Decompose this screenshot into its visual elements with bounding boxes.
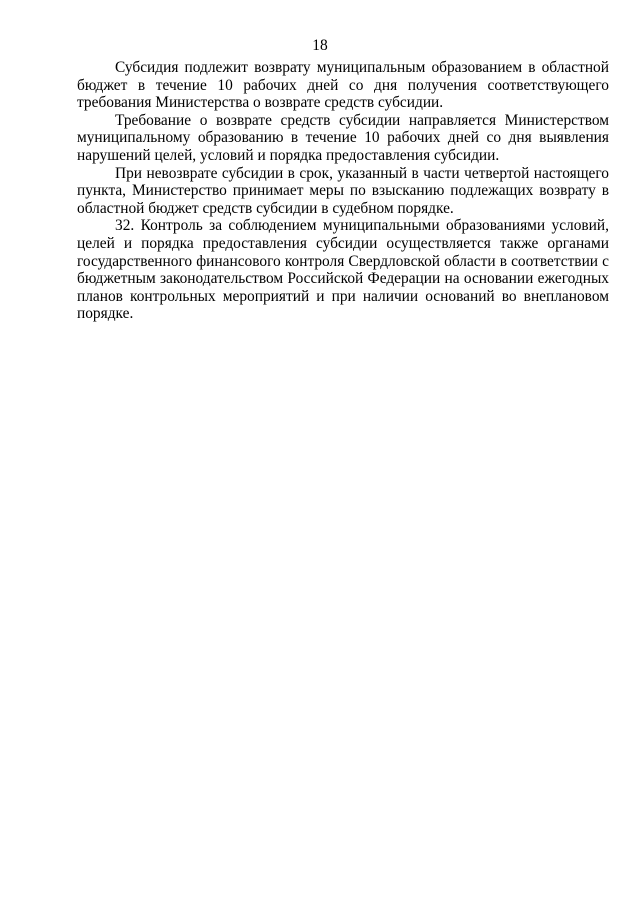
paragraph-return-requirement: Требование о возврате средств субсидии направляется Министерством муниципальному образованию в течение 10 рабочих дней со дня выявления нарушений целей, условий и порядка предоставления субсидии. [77, 111, 609, 164]
paragraph-subsidy-return: Субсидия подлежит возврату муниципальным образованием в областной бюджет в течение 10 рабочих дней со дня получения соответствующего требования Министерства о возврате средств субсидии. [77, 59, 609, 112]
document-body [77, 59, 609, 323]
paragraph-non-return-measures: При невозврате субсидии в срок, указанный в части четвертой настоящего пункта, Министерство принимает меры по взысканию подлежащих возврату в областной бюджет средств субсидии в судебном порядке. [77, 164, 609, 217]
page-number: 18 [312, 37, 328, 54]
paragraph-item-32-control: 32. Контроль за соблюдением муниципальными образованиями условий, целей и порядка предоставления субсидии осуществляется также органами государственного финансового контроля Свердловской области в соответствии с бюджетным законодательством Российской Федерации на основании ежегодных планов контрольных мероприятий и при наличии оснований во внеплановом порядке. [77, 217, 609, 323]
